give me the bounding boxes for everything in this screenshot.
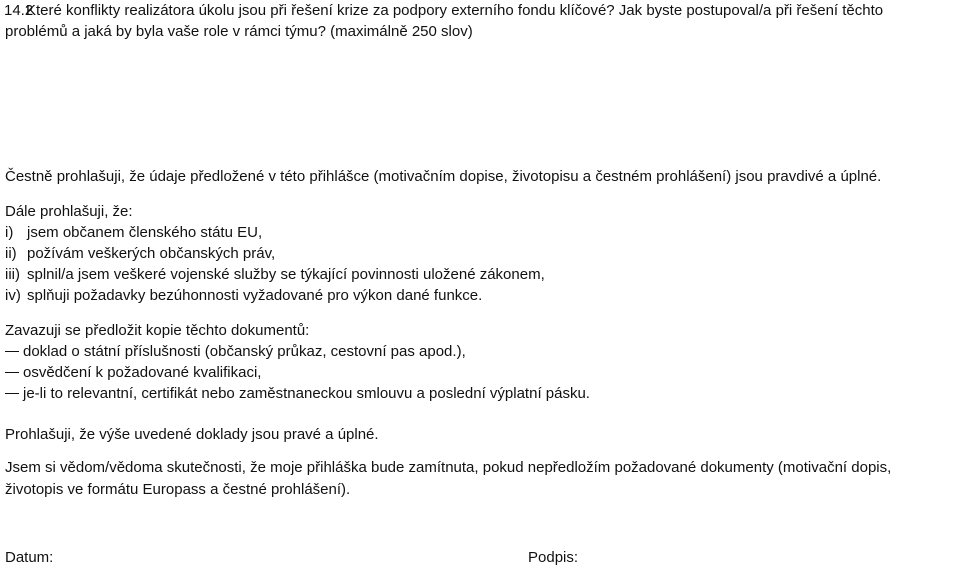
document-list-item — [5, 341, 466, 362]
awareness-line1: Jsem si vědom/vědoma skutečnosti, že moje přihláška bude zamítnuta, pokud nepředložím požadované dokumenty (motivační dopis, — [5, 459, 892, 476]
document-list-item — [5, 362, 261, 383]
question-text-line2: problémů a jaká by byla vaše role v rámci týmu? (maximálně 250 slov) — [5, 23, 473, 40]
date-label: Datum: — [5, 549, 54, 566]
question-text-line1: Které konflikty realizátora úkolu jsou při řešení krize za podpory externího fondu klíčové? Jak byste postupoval/a při řešení těchto — [26, 2, 884, 19]
document-item-text: osvědčení k požadované kvalifikaci, — [23, 364, 262, 381]
list-item — [5, 264, 545, 285]
signature-label: Podpis: — [528, 549, 579, 566]
list-item-text: splnil/a jsem veškeré vojenské služby se týkající povinnosti uložené zákonem, — [27, 266, 545, 283]
list-item-text: splňuji požadavky bezúhonnosti vyžadované pro výkon dané funkce. — [27, 287, 483, 304]
list-marker: ii) — [5, 245, 17, 262]
question-number: 14.2 — [4, 2, 34, 19]
document-item-text: je-li to relevantní, certifikát nebo zaměstnaneckou smlouvu a poslední výplatní pásku. — [23, 385, 590, 402]
dash-bullet-icon — [5, 372, 19, 373]
truth-statement: Prohlašuji, že výše uvedené doklady jsou pravé a úplné. — [5, 426, 379, 443]
document-item-text: doklad o státní příslušnosti (občanský průkaz, cestovní pas apod.), — [23, 343, 466, 360]
documents-intro: Zavazuji se předložit kopie těchto dokumentů: — [5, 322, 310, 339]
list-item — [5, 222, 262, 243]
further-declaration-intro: Dále prohlašuji, že: — [5, 203, 133, 220]
list-item-text: požívám veškerých občanských práv, — [27, 245, 276, 262]
declaration-statement: Čestně prohlašuji, že údaje předložené v této přihlášce (motivačním dopise, životopisu a čestném prohlášení) jsou pravdivé a úplné. — [5, 168, 882, 185]
awareness-line2: životopis ve formátu Europass a čestné prohlášení). — [5, 481, 351, 498]
dash-bullet-icon — [5, 351, 19, 352]
list-item — [5, 285, 482, 306]
dash-bullet-icon — [5, 393, 19, 394]
list-marker: iv) — [5, 287, 21, 304]
list-item — [5, 243, 275, 264]
list-marker: iii) — [5, 266, 20, 283]
list-item-text: jsem občanem členského státu EU, — [27, 224, 263, 241]
list-marker: i) — [5, 224, 14, 241]
document-list-item — [5, 383, 590, 404]
